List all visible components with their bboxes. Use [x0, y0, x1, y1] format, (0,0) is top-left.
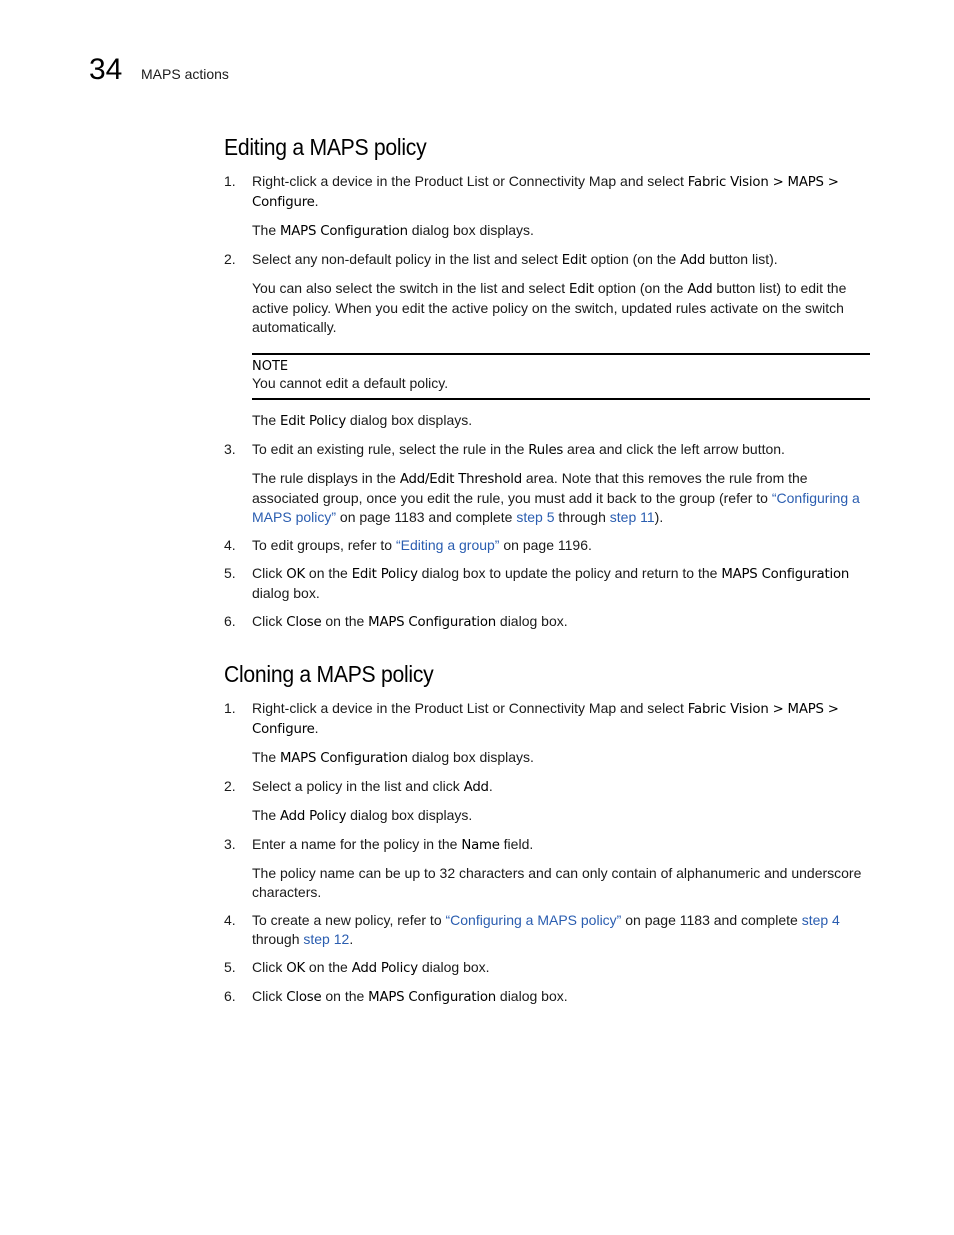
section-heading-cloning: Cloning a MAPS policy	[224, 661, 434, 687]
link-step-11[interactable]: step 11	[609, 509, 655, 525]
list-item: 6. Click Close on the MAPS Configuration dialog box.	[224, 988, 568, 1005]
page-content	[224, 132, 870, 1007]
list-item: 1. Right-click a device in the Product List or Connectivity Map and select Fabric Vision > MAPS > Configure. The MAPS Configuration dialog box displays.	[224, 173, 839, 239]
link-step-5[interactable]: step 5	[516, 509, 555, 525]
chapter-title: MAPS actions	[141, 66, 229, 82]
link-configuring-maps-policy[interactable]: “Configuring a MAPS policy”	[252, 490, 860, 525]
list-item: 3. Enter a name for the policy in the Name field. The policy name can be up to 32 characters and can only contain of alphanumeric and underscore characters.	[224, 836, 862, 900]
note-box	[252, 353, 870, 400]
link-configuring-maps-policy[interactable]: “Configuring a MAPS policy”	[445, 912, 622, 928]
link-step-12[interactable]: step 12	[303, 931, 350, 947]
list-item: 1. Right-click a device in the Product List or Connectivity Map and select Fabric Vision > MAPS > Configure. The MAPS Configuration dialog box displays.	[224, 700, 839, 766]
note-text: You cannot edit a default policy.	[252, 375, 449, 391]
note-heading: NOTE	[252, 359, 289, 374]
chapter-number: 34	[89, 53, 123, 86]
link-step-4[interactable]: step 4	[801, 912, 840, 928]
list-item: 2. Select any non-default policy in the list and select Edit option (on the Add button list). You can also select the switch in the list and select Edit option (on the Add button list) to edit the active policy. When you edit the active policy on the switch, updated rules activate on the switch automatically. NOTE You cannot edit a default policy. The Edit Policy dialog box displays.	[224, 250, 870, 431]
list-item: 5. Click OK on the Add Policy dialog box.	[224, 959, 490, 976]
list-item: 5. Click OK on the Edit Policy dialog box to update the policy and return to the MAPS Configuration dialog box.	[224, 565, 850, 601]
list-item: 4. To edit groups, refer to “Editing a group” on page 1196.	[224, 537, 592, 553]
steps-list-cloning	[224, 699, 870, 1007]
steps-list-editing	[224, 172, 870, 632]
list-item: 3. To edit an existing rule, select the rule in the Rules area and click the left arrow button. The rule displays in the Add/Edit Threshold area. Note that this removes the rule from the associated group, once you edit the rule, you must add it back to the group (refer to “Configuring a MAPS policy” on page 1183 and complete step 5 through step 11).	[224, 441, 860, 525]
list-item: 4. To create a new policy, refer to “Configuring a MAPS policy” on page 1183 and complete step 4 through step 12.	[224, 912, 840, 947]
section-heading-editing: Editing a MAPS policy	[224, 134, 427, 160]
link-editing-a-group[interactable]: “Editing a group”	[395, 537, 500, 553]
list-item: 2. Select a policy in the list and click Add. The Add Policy dialog box displays.	[224, 778, 493, 824]
list-item: 6. Click Close on the MAPS Configuration dialog box.	[224, 613, 568, 630]
